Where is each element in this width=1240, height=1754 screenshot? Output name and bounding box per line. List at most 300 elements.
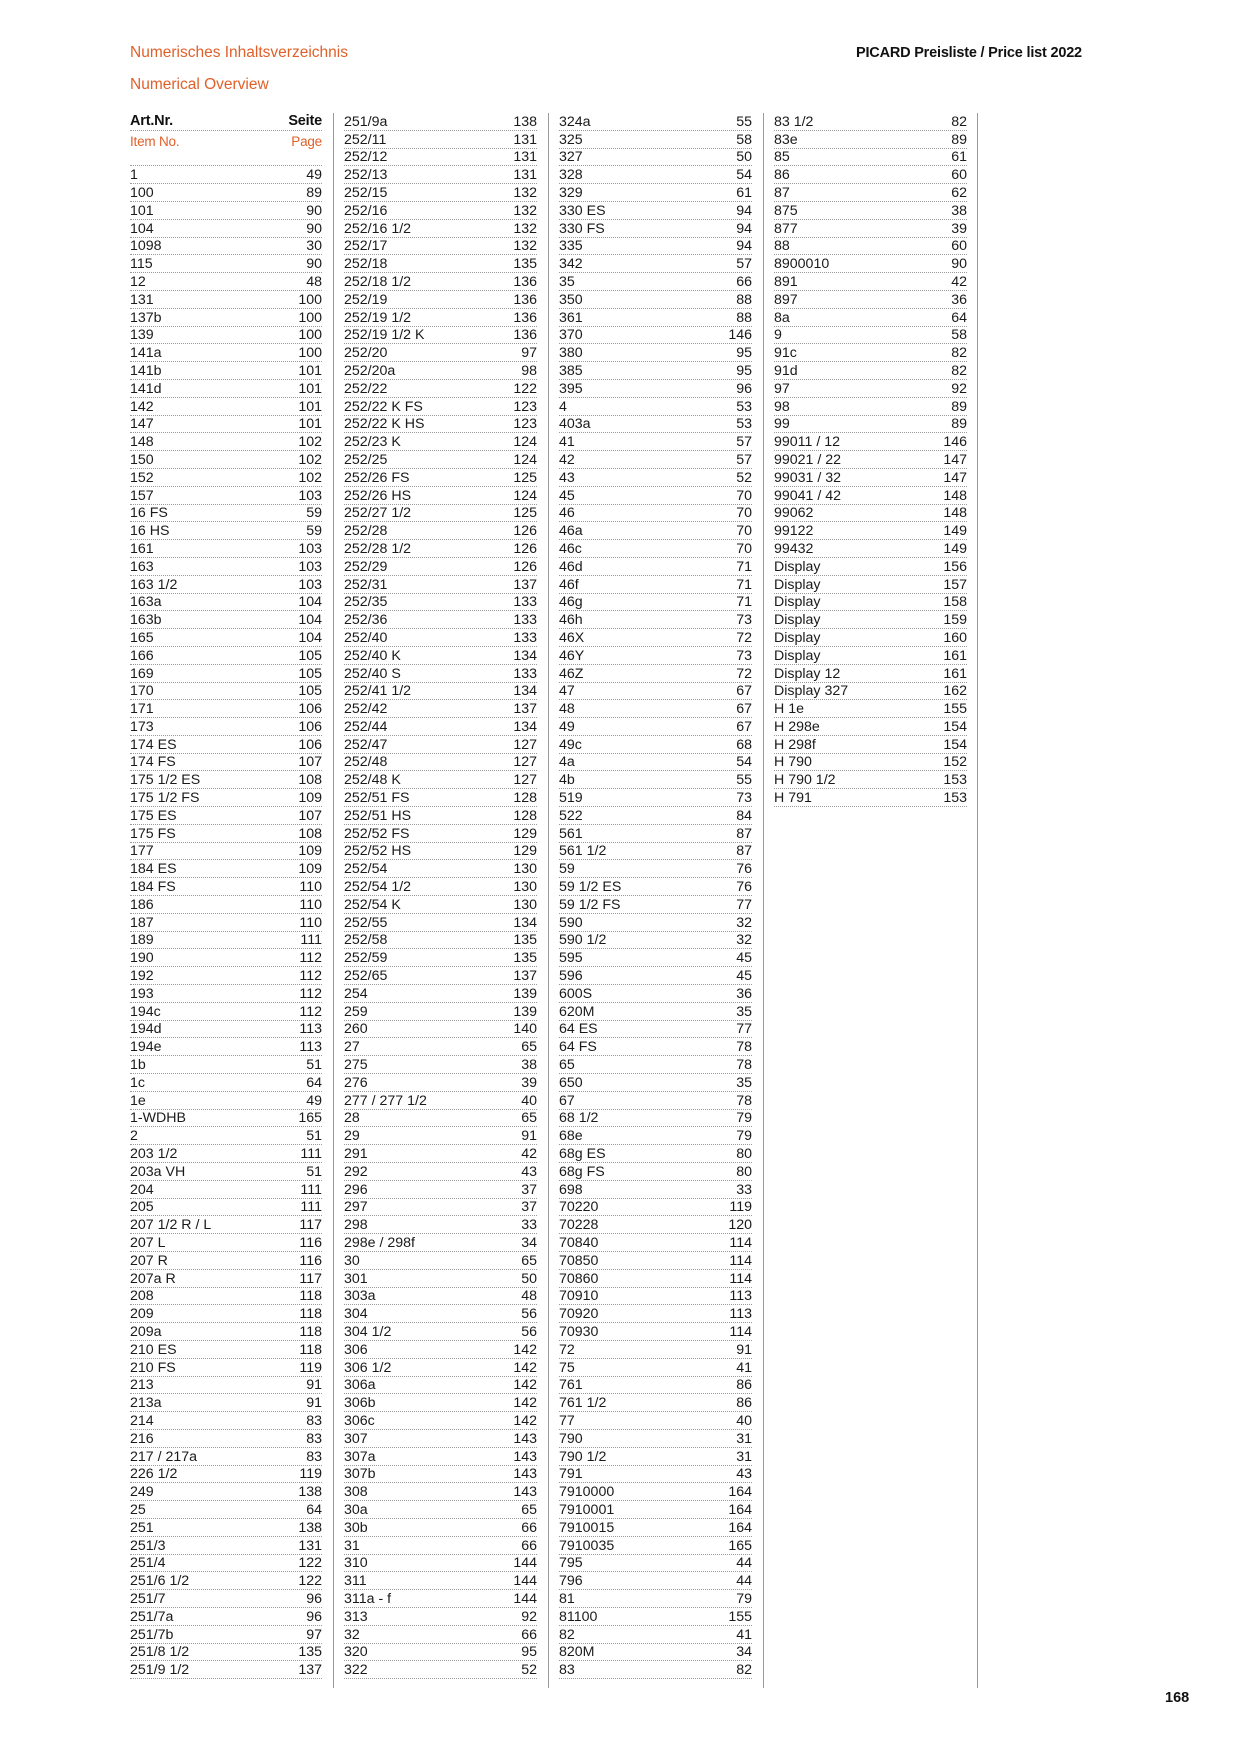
index-entry	[130, 771, 322, 789]
index-entry	[130, 1572, 322, 1590]
index-entry	[130, 1145, 322, 1163]
index-entry	[130, 1074, 322, 1092]
index-entry	[130, 1341, 322, 1359]
index-entry	[774, 594, 967, 612]
index-entry	[130, 700, 322, 718]
item-number: 131	[130, 291, 154, 308]
page-ref: 112	[299, 950, 322, 967]
index-entry	[344, 451, 537, 469]
item-number: 99031 / 32	[774, 469, 842, 486]
item-number: 790 1/2	[559, 1448, 607, 1465]
item-number: 251/9a	[344, 113, 388, 130]
item-number: 252/42	[344, 701, 388, 718]
page-ref: 143	[513, 1430, 537, 1447]
index-entry	[559, 113, 752, 131]
item-number: 175 1/2 ES	[130, 772, 201, 789]
item-number: 88	[774, 238, 790, 255]
item-number: 252/27 1/2	[344, 505, 412, 522]
index-entry	[344, 1323, 537, 1341]
column-spacer	[130, 149, 322, 167]
index-entry	[559, 1483, 752, 1501]
item-number: 115	[130, 256, 153, 273]
index-entry	[130, 522, 322, 540]
item-number: 100	[130, 184, 154, 201]
page-ref: 31	[736, 1430, 752, 1447]
page-ref: 127	[513, 754, 537, 771]
page-ref: 82	[951, 345, 967, 362]
item-number: 252/25	[344, 451, 388, 468]
index-entry	[130, 469, 322, 487]
index-entry	[774, 220, 967, 238]
index-entry	[130, 1163, 322, 1181]
index-entry	[130, 309, 322, 327]
index-entry	[559, 736, 752, 754]
index-entry	[344, 611, 537, 629]
item-number: 210 FS	[130, 1359, 176, 1376]
item-number: 891	[774, 273, 798, 290]
item-number: 47	[559, 683, 575, 700]
page-ref: 80	[736, 1163, 752, 1180]
index-entry	[130, 380, 322, 398]
item-number: 252/51 HS	[344, 807, 412, 824]
item-number: 99021 / 22	[774, 451, 842, 468]
page-ref: 161	[943, 647, 967, 664]
index-entry	[559, 1323, 752, 1341]
item-number: 75	[559, 1359, 575, 1376]
page-ref: 40	[521, 1092, 537, 1109]
page-ref: 102	[298, 451, 322, 468]
item-number: 252/23 K	[344, 434, 401, 451]
index-column-1	[130, 113, 322, 1679]
page-ref: 110	[299, 896, 322, 913]
page-ref: 101	[298, 398, 322, 415]
item-number: 72	[559, 1341, 575, 1358]
page-ref: 142	[513, 1412, 537, 1429]
index-entry	[559, 1145, 752, 1163]
item-number: 194e	[130, 1039, 162, 1056]
item-number: 65	[559, 1057, 575, 1074]
page-ref: 144	[513, 1590, 537, 1607]
index-entry	[130, 273, 322, 291]
index-entry	[559, 1430, 752, 1448]
index-entry	[344, 860, 537, 878]
page-ref: 60	[951, 167, 967, 184]
index-entry	[130, 1038, 322, 1056]
page-ref: 105	[298, 683, 322, 700]
page-ref: 113	[299, 1039, 322, 1056]
page-ref: 158	[943, 594, 967, 611]
index-entry	[344, 1555, 537, 1573]
index-entry	[559, 238, 752, 256]
item-number: 650	[559, 1074, 583, 1091]
item-number: 7910000	[559, 1484, 615, 1501]
index-entry	[130, 505, 322, 523]
item-number: 313	[344, 1608, 368, 1625]
page-ref: 138	[298, 1519, 322, 1536]
item-number: Display	[774, 558, 821, 575]
item-number: 175 FS	[130, 825, 176, 842]
item-number: 254	[344, 985, 368, 1002]
page-ref: 120	[728, 1217, 752, 1234]
index-entry	[130, 220, 322, 238]
item-number: 328	[559, 167, 583, 184]
page-ref: 94	[736, 220, 752, 237]
item-number: 99432	[774, 540, 814, 557]
page-ref: 157	[943, 576, 967, 593]
index-entry	[344, 1359, 537, 1377]
index-entry	[130, 1127, 322, 1145]
index-entry	[130, 558, 322, 576]
item-number: 70930	[559, 1323, 599, 1340]
item-number: 46c	[559, 540, 582, 557]
page-ref: 119	[299, 1359, 322, 1376]
index-entry	[559, 451, 752, 469]
item-number: 35	[559, 273, 575, 290]
item-number: 163	[130, 558, 154, 575]
item-number: 297	[344, 1199, 368, 1216]
item-number: 46	[559, 505, 575, 522]
index-entry	[344, 1341, 537, 1359]
index-entry	[774, 149, 967, 167]
page-ref: 110	[299, 879, 322, 896]
index-entry	[130, 416, 322, 434]
index-entry	[559, 1003, 752, 1021]
page-ref: 134	[513, 683, 537, 700]
item-number: 252/29	[344, 558, 388, 575]
index-entry	[344, 291, 537, 309]
item-number: 31	[344, 1537, 360, 1554]
page-ref: 39	[521, 1074, 537, 1091]
index-entry	[130, 949, 322, 967]
page-ref: 127	[513, 772, 537, 789]
item-number: 252/40 S	[344, 665, 401, 682]
page-ref: 143	[513, 1484, 537, 1501]
index-entry	[130, 1056, 322, 1074]
index-entry	[130, 398, 322, 416]
page-ref: 58	[951, 327, 967, 344]
index-entry	[774, 273, 967, 291]
index-entry	[344, 433, 537, 451]
index-entry	[130, 202, 322, 220]
page-ref: 126	[513, 523, 537, 540]
page-ref: 124	[513, 487, 537, 504]
item-number: 70860	[559, 1270, 599, 1287]
item-number: 91c	[774, 345, 797, 362]
item-number: 147	[130, 416, 154, 433]
item-number: 171	[130, 701, 154, 718]
index-entry	[344, 1092, 537, 1110]
page-ref: 33	[521, 1217, 537, 1234]
index-entry	[344, 1163, 537, 1181]
index-entry	[344, 327, 537, 345]
page-ref: 116	[299, 1252, 322, 1269]
page-ref: 112	[299, 985, 322, 1002]
page-ref: 128	[513, 790, 537, 807]
item-number: H 298e	[774, 718, 820, 735]
item-number: 70910	[559, 1288, 599, 1305]
index-entry	[130, 1181, 322, 1199]
index-entry	[130, 789, 322, 807]
item-number: 30b	[344, 1519, 368, 1536]
index-entry	[344, 1003, 537, 1021]
item-number: 330 FS	[559, 220, 605, 237]
page-ref: 73	[736, 647, 752, 664]
item-number: 194c	[130, 1003, 161, 1020]
index-rows	[344, 113, 537, 1679]
item-number: 310	[344, 1555, 368, 1572]
item-number: 174 ES	[130, 736, 177, 753]
item-number: 252/59	[344, 950, 388, 967]
index-entry	[130, 344, 322, 362]
index-entry	[344, 1661, 537, 1679]
page-ref: 111	[300, 1181, 322, 1198]
index-entry	[559, 1181, 752, 1199]
page-ref: 40	[736, 1412, 752, 1429]
page-ref: 94	[736, 202, 752, 219]
index-entry	[344, 487, 537, 505]
page-ref: 59	[306, 523, 322, 540]
item-number: 252/40	[344, 629, 388, 646]
index-entry	[559, 647, 752, 665]
page-ref: 126	[513, 558, 537, 575]
page-ref: 109	[298, 843, 322, 860]
index-entry	[130, 1608, 322, 1626]
page-ref: 91	[521, 1128, 537, 1145]
index-entry	[559, 1163, 752, 1181]
index-entry	[559, 1199, 752, 1217]
page-ref: 68	[736, 736, 752, 753]
item-number: 307b	[344, 1466, 376, 1483]
page-ref: 125	[513, 469, 537, 486]
index-entry	[130, 967, 322, 985]
index-entry	[344, 1305, 537, 1323]
page-ref: 105	[298, 647, 322, 664]
page-ref: 126	[513, 540, 537, 557]
index-entry	[344, 754, 537, 772]
index-entry	[559, 878, 752, 896]
item-number: 330 ES	[559, 202, 606, 219]
index-entry	[130, 184, 322, 202]
item-number: 303a	[344, 1288, 376, 1305]
item-number: 2	[130, 1128, 138, 1145]
item-number: 307a	[344, 1448, 376, 1465]
item-number: 16 FS	[130, 505, 168, 522]
item-number: 193	[130, 985, 154, 1002]
item-number: 251/7b	[130, 1626, 174, 1643]
index-entry	[130, 1412, 322, 1430]
index-entry	[559, 1394, 752, 1412]
index-entry	[559, 309, 752, 327]
item-number: 251/3	[130, 1537, 166, 1554]
item-number: 252/55	[344, 914, 388, 931]
page-ref: 78	[736, 1039, 752, 1056]
index-entry	[344, 273, 537, 291]
item-number: 252/13	[344, 167, 388, 184]
index-entry	[344, 1234, 537, 1252]
item-number: 139	[130, 327, 154, 344]
index-entry	[344, 807, 537, 825]
item-number: 252/19	[344, 291, 388, 308]
page-ref: 38	[951, 202, 967, 219]
index-entry	[559, 540, 752, 558]
page-ref: 113	[729, 1306, 752, 1323]
item-number: 252/15	[344, 184, 388, 201]
index-rows	[559, 113, 752, 1679]
index-entry	[559, 273, 752, 291]
page-ref: 110	[299, 914, 322, 931]
page-ref: 65	[521, 1252, 537, 1269]
index-entry	[559, 949, 752, 967]
item-number: 260	[344, 1021, 368, 1038]
item-number: 292	[344, 1163, 368, 1180]
index-entry	[344, 1483, 537, 1501]
item-number: 4b	[559, 772, 575, 789]
item-number: 791	[559, 1466, 583, 1483]
page-ref: 56	[521, 1306, 537, 1323]
item-number: 796	[559, 1573, 583, 1590]
item-number: 301	[344, 1270, 368, 1287]
page-ref: 44	[736, 1555, 752, 1572]
page-ref: 149	[943, 540, 967, 557]
index-entry	[344, 1501, 537, 1519]
column-divider	[548, 113, 549, 1688]
item-number: 259	[344, 1003, 368, 1020]
page-ref: 53	[736, 398, 752, 415]
page-ref: 79	[736, 1128, 752, 1145]
item-number: 45	[559, 487, 575, 504]
item-number: 68g FS	[559, 1163, 605, 1180]
item-number: 16 HS	[130, 523, 170, 540]
page-ref: 101	[298, 380, 322, 397]
index-entry	[344, 825, 537, 843]
page-ref: 71	[736, 594, 752, 611]
item-number: 166	[130, 647, 154, 664]
item-number: 590 1/2	[559, 932, 607, 949]
index-entry	[130, 1305, 322, 1323]
item-number: 186	[130, 896, 154, 913]
index-entry	[344, 1216, 537, 1234]
item-number: 311	[344, 1573, 367, 1590]
item-number: 252/47	[344, 736, 388, 753]
item-number: 46X	[559, 629, 585, 646]
index-entry	[774, 611, 967, 629]
item-number: 207 L	[130, 1235, 166, 1251]
item-number: 252/26 HS	[344, 487, 412, 504]
index-entry	[344, 166, 537, 184]
item-number: 209	[130, 1306, 154, 1323]
page-ref: 88	[736, 309, 752, 326]
item-number: 1c	[130, 1074, 145, 1091]
item-number: 252/18	[344, 256, 388, 273]
page-ref: 132	[513, 202, 537, 219]
index-entry	[774, 433, 967, 451]
item-number: 1e	[130, 1092, 146, 1109]
index-entry	[559, 1216, 752, 1234]
index-entry	[130, 1626, 322, 1644]
column-subheader	[130, 131, 322, 149]
page-ref: 89	[951, 131, 967, 148]
page-ref: 118	[299, 1341, 322, 1358]
item-number: 174 FS	[130, 754, 176, 771]
item-number: 207 1/2 R / L	[130, 1217, 212, 1234]
index-entry	[559, 1234, 752, 1252]
page-ref: 39	[951, 220, 967, 237]
item-number: 70220	[559, 1199, 599, 1216]
index-entry	[344, 843, 537, 861]
index-entry	[559, 1377, 752, 1395]
item-number: 210 ES	[130, 1341, 177, 1358]
page-ref: 82	[951, 113, 967, 130]
page-ref: 135	[513, 950, 537, 967]
index-entry	[344, 1056, 537, 1074]
index-entry	[559, 291, 752, 309]
item-number: 163a	[130, 594, 162, 611]
page-ref: 94	[736, 238, 752, 255]
index-entry	[130, 718, 322, 736]
index-entry	[344, 683, 537, 701]
index-entry	[774, 487, 967, 505]
page-ref: 33	[736, 1181, 752, 1198]
page-ref: 30	[306, 238, 322, 255]
page-ref: 119	[299, 1466, 322, 1483]
index-entry	[559, 932, 752, 950]
page-ref: 86	[736, 1395, 752, 1412]
index-entry	[559, 914, 752, 932]
index-entry	[559, 754, 752, 772]
index-entry	[559, 1270, 752, 1288]
index-entry	[559, 184, 752, 202]
item-number: 46Z	[559, 665, 584, 682]
page-ref: 102	[298, 469, 322, 486]
index-entry	[130, 576, 322, 594]
item-number: Display 327	[774, 683, 849, 700]
index-entry	[559, 1252, 752, 1270]
index-entry	[559, 1038, 752, 1056]
index-entry	[344, 131, 537, 149]
page-ref: 112	[299, 1003, 322, 1020]
item-number: 189	[130, 932, 154, 949]
index-entry	[559, 1661, 752, 1679]
page-ref: 43	[521, 1163, 537, 1180]
index-entry	[774, 505, 967, 523]
item-number: H 298f	[774, 736, 816, 753]
page-ref: 131	[513, 167, 537, 184]
item-number: 86	[774, 167, 790, 184]
item-number: 214	[130, 1412, 154, 1429]
page-ref: 67	[736, 701, 752, 718]
page-ref: 164	[728, 1484, 752, 1501]
item-number: 46h	[559, 612, 583, 629]
page-ref: 123	[513, 416, 537, 433]
page-ref: 84	[736, 807, 752, 824]
page-ref: 90	[306, 202, 322, 219]
index-entry	[130, 1021, 322, 1039]
page-ref: 53	[736, 416, 752, 433]
index-entry	[774, 344, 967, 362]
index-entry	[130, 932, 322, 950]
index-rows	[130, 166, 322, 1679]
page-ref: 130	[513, 861, 537, 878]
item-number: 81	[559, 1590, 575, 1607]
page-ref: 116	[299, 1235, 322, 1251]
page-ref: 89	[951, 416, 967, 433]
index-column-2	[344, 113, 537, 1679]
item-number: 522	[559, 807, 583, 824]
index-entry	[559, 967, 752, 985]
page-ref: 50	[736, 149, 752, 166]
index-entry	[559, 1021, 752, 1039]
item-number: 877	[774, 220, 798, 237]
